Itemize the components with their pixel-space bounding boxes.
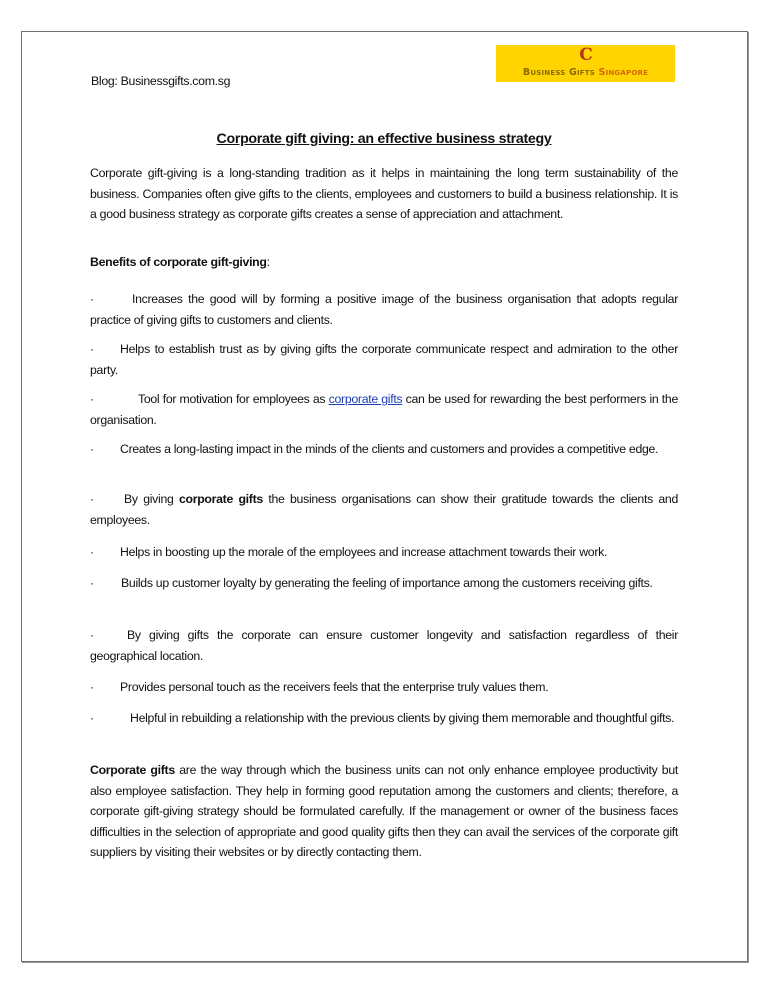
benefit-text: Helps in boosting up the morale of the employees and increase attachment towards their work. [120,545,608,559]
closing-text: are the way through which the business units can not only enhance employee productivity but also employee satisfaction. They help in forming good reputation among the customers and clients; therefore, a corporate gift-giving strategy should be formulated carefully. If the management or owner of the business faces difficulties in the selection of appropriate and good quality gifts then they can avail the services of the corporate gift suppliers by visiting their websites or by directly contacting them. [90,763,678,860]
benefit-text-pre: By giving [124,492,179,506]
benefit-item [90,708,678,729]
bullet-icon: · [90,442,94,456]
benefit-item [90,677,678,698]
closing-paragraph [90,760,678,863]
corporate-gifts-link[interactable]: corporate gifts [328,392,403,406]
benefit-text-post: the business organisations can show their gratitude towards the clients and employees. [90,492,678,527]
logo-text-business-gifts: Business Gifts [522,67,596,78]
blog-label: Blog: Businessgifts.com.sg [91,74,231,88]
benefit-text: Increases the good will by forming a positive image of the business organisation that adopts regular practice of giving gifts to customers and clients. [90,292,678,327]
benefit-item [90,439,678,460]
bullet-icon: · [90,545,94,559]
document-title: Corporate gift giving: an effective business strategy [216,131,552,147]
bullet-icon: · [90,628,94,642]
bullet-icon: · [90,342,94,356]
benefit-item [90,489,678,530]
c-swirl-icon: C [579,45,593,65]
benefits-heading-text: Benefits of corporate gift-giving [90,255,267,269]
intro-paragraph: Corporate gift-giving is a long-standing tradition as it helps in maintaining the long term sustainability of the business. Companies often give gifts to the clients, employees and customers to build a business relationship. It is a good business strategy as corporate gifts creates a sense of appreciation and attachment. [90,166,678,222]
benefit-item [90,542,678,563]
bullet-icon: · [90,392,94,406]
benefit-item [90,339,678,380]
benefit-text: Builds up customer loyalty by generating the feeling of importance among the customers receiving gifts. [121,576,653,590]
benefit-text: Helpful in rebuilding a relationship with the previous clients by giving them memorable and thoughtful gifts. [130,711,675,725]
benefit-text: Helps to establish trust as by giving gifts the corporate communicate respect and admiration to the other party. [90,342,678,377]
benefit-text-bold: corporate gifts [178,492,263,506]
benefits-heading [90,252,678,273]
benefit-item [90,625,678,666]
business-gifts-singapore-logo [496,45,675,82]
benefit-text: Provides personal touch as the receivers feels that the enterprise truly values them. [120,680,549,694]
benefits-heading-colon: : [266,255,270,269]
bullet-icon: · [90,711,94,725]
benefit-item [90,573,678,594]
benefit-item [90,289,678,330]
benefit-text-pre: Tool for motivation for employees as [138,392,329,406]
benefit-text-post: can be used for rewarding the best performers in the organisation. [90,392,679,427]
benefit-text: Creates a long-lasting impact in the minds of the clients and customers and provides a competitive edge. [120,442,659,456]
closing-bold: Corporate gifts [90,763,175,777]
bullet-icon: · [90,680,94,694]
benefit-text: By giving gifts the corporate can ensure customer longevity and satisfaction regardless of their geographical location. [90,628,678,663]
bullet-icon: · [90,576,94,590]
benefit-item [90,389,678,430]
bullet-icon: · [90,492,94,506]
logo-text [496,67,675,78]
logo-text-singapore: Singapore [598,67,649,78]
bullet-icon: · [90,292,94,306]
